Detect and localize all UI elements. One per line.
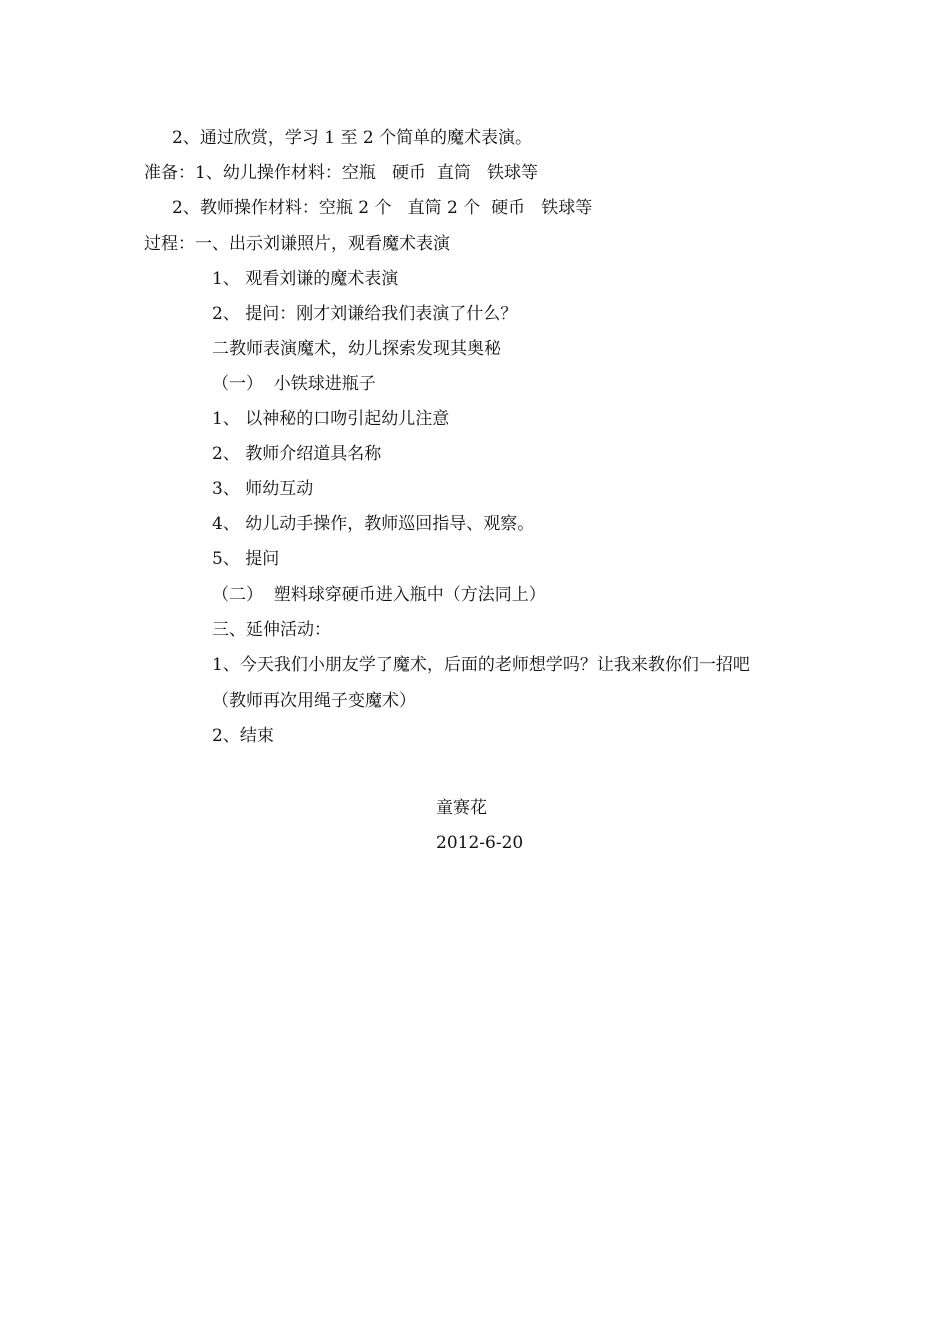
subsection-one-step-2: 2、 教师介绍道具名称 <box>212 444 382 464</box>
subsection-one-step-5: 5、 提问 <box>212 549 280 569</box>
preparation-line-1: 准备：1、幼儿操作材料：空瓶 硬币 直筒 铁球等 <box>144 163 539 183</box>
extension-step-1: 1、今天我们小朋友学了魔术，后面的老师想学吗？让我来教你们一招吧 <box>212 655 750 675</box>
subsection-two-heading: （二） 塑料球穿硬币进入瓶中（方法同上） <box>212 585 546 605</box>
goal-line-2: 2、通过欣赏，学习 1 至 2 个简单的魔术表演。 <box>172 128 533 148</box>
extension-step-1-note: （教师再次用绳子变魔术） <box>212 691 416 711</box>
process-step-1-2: 2、 提问：刚才刘谦给我们表演了什么？ <box>212 304 518 324</box>
preparation-line-2: 2、教师操作材料：空瓶 2 个 直筒 2 个 硬币 铁球等 <box>172 198 593 218</box>
process-step-1-1: 1、 观看刘谦的魔术表演 <box>212 269 399 289</box>
author-date: 2012-6-20 <box>436 833 524 853</box>
section-two-heading: 二教师表演魔术，幼儿探索发现其奥秘 <box>212 339 501 359</box>
subsection-one-heading: （一） 小铁球进瓶子 <box>212 374 376 394</box>
extension-step-2: 2、结束 <box>212 726 274 746</box>
author-name: 童赛花 <box>436 798 487 818</box>
subsection-one-step-1: 1、 以神秘的口吻引起幼儿注意 <box>212 409 450 429</box>
extension-heading: 三、延伸活动： <box>212 620 331 640</box>
subsection-one-step-4: 4、 幼儿动手操作，教师巡回指导、观察。 <box>212 514 535 534</box>
subsection-one-step-3: 3、 师幼互动 <box>212 479 314 499</box>
process-heading: 过程：一、出示刘谦照片，观看魔术表演 <box>144 234 450 254</box>
